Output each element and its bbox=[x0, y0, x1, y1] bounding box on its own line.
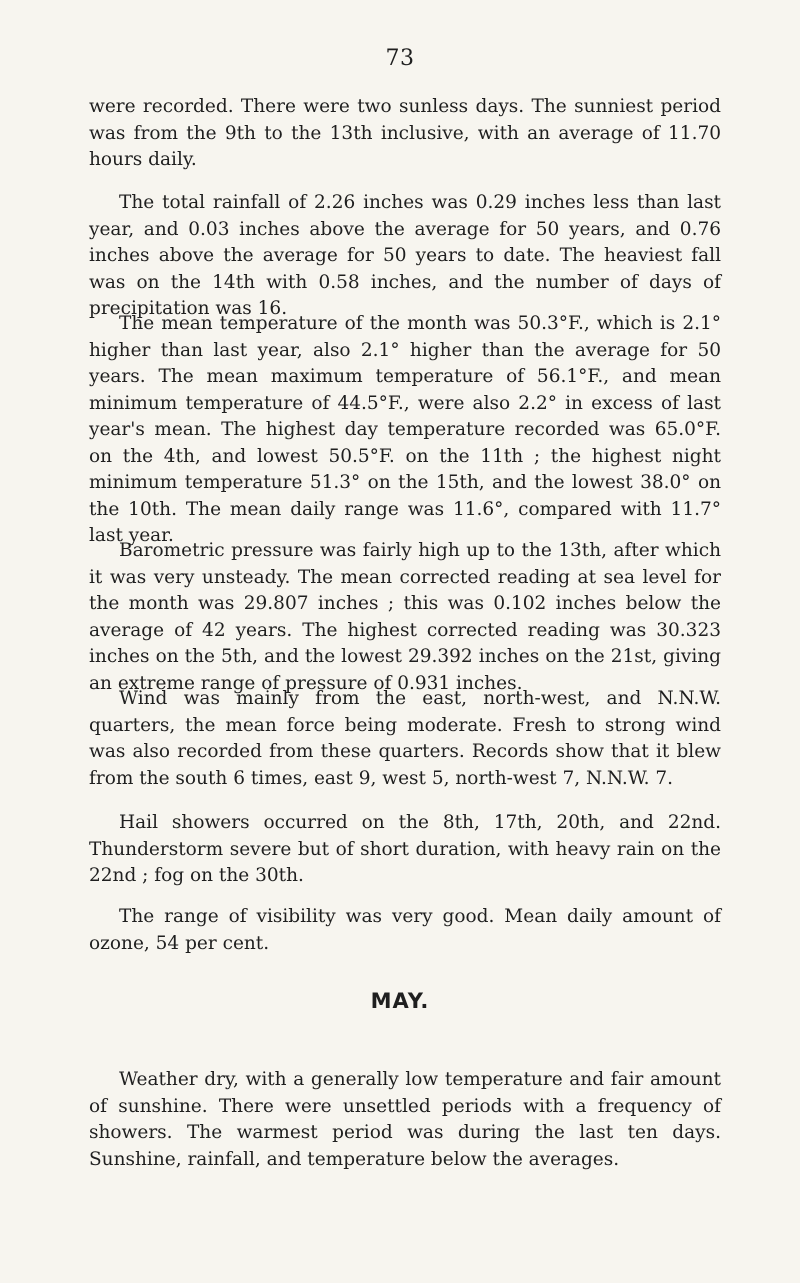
section-heading-may: MAY. bbox=[370, 989, 430, 1013]
paragraph-may-summary: Weather dry, with a generally low temperature and fair amount of sunshine. There were unsettled periods with a frequency of showers. The warmest period was during the last ten days. Sunshine, rainfall, and temperature below the averages. bbox=[89, 1069, 721, 1170]
paragraph-rainfall: The total rainfall of 2.26 inches was 0.29 inches less than last year, and 0.03 inches above the average for 50 years, and 0.76 inches above the average for 50 years to date. The heaviest fall was on the 14th with 0.58 inches, and the number of days of precipitation was 16. bbox=[89, 192, 721, 319]
paragraph-pressure: Barometric pressure was fairly high up to the 13th, after which it was very unsteady. The mean corrected reading at sea level for the month was 29.807 inches ; this was 0.102 inches below the average of 42 years. The highest corrected reading was 30.323 inches on the 5th, and the lowest 29.392 inches on the 21st, giving an extreme range of pressure of 0.931 inches. bbox=[89, 540, 721, 694]
paragraph-wind: Wind was mainly from the east, north-west, and N.N.W. quarters, the mean force being moderate. Fresh to strong wind was also recorded from these quarters. Records show that it blew from the south 6 times, east 9, west 5, north-west 7, N.N.W. 7. bbox=[89, 688, 721, 789]
paragraph-hail-thunder: Hail showers occurred on the 8th, 17th, 20th, and 22nd. Thunderstorm severe but of short duration, with heavy rain on the 22nd ; fog on the 30th. bbox=[89, 812, 721, 886]
paragraph-temperature: The mean temperature of the month was 50.3°F., which is 2.1° higher than last year, also 2.1° higher than the average for 50 years. The mean maximum temperature of 56.1°F., and mean minimum temperature of 44.5°F., were also 2.2° in excess of last year's mean. The highest day temperature recorded was 65.0°F. on the 4th, and lowest 50.5°F. on the 11th ; the highest night minimum temperature 51.3° on the 15th, and the lowest 38.0° on the 10th. The mean daily range was 11.6°, compared with 11.7° last year. bbox=[89, 313, 721, 546]
page-number: 73 bbox=[385, 46, 415, 71]
paragraph-visibility-ozone: The range of visibility was very good. Mean daily amount of ozone, 54 per cent. bbox=[89, 906, 721, 954]
paragraph-sunshine: were recorded. There were two sunless days. The sunniest period was from the 9th to the 13th inclusive, with an average of 11.70 hours daily. bbox=[89, 96, 721, 170]
